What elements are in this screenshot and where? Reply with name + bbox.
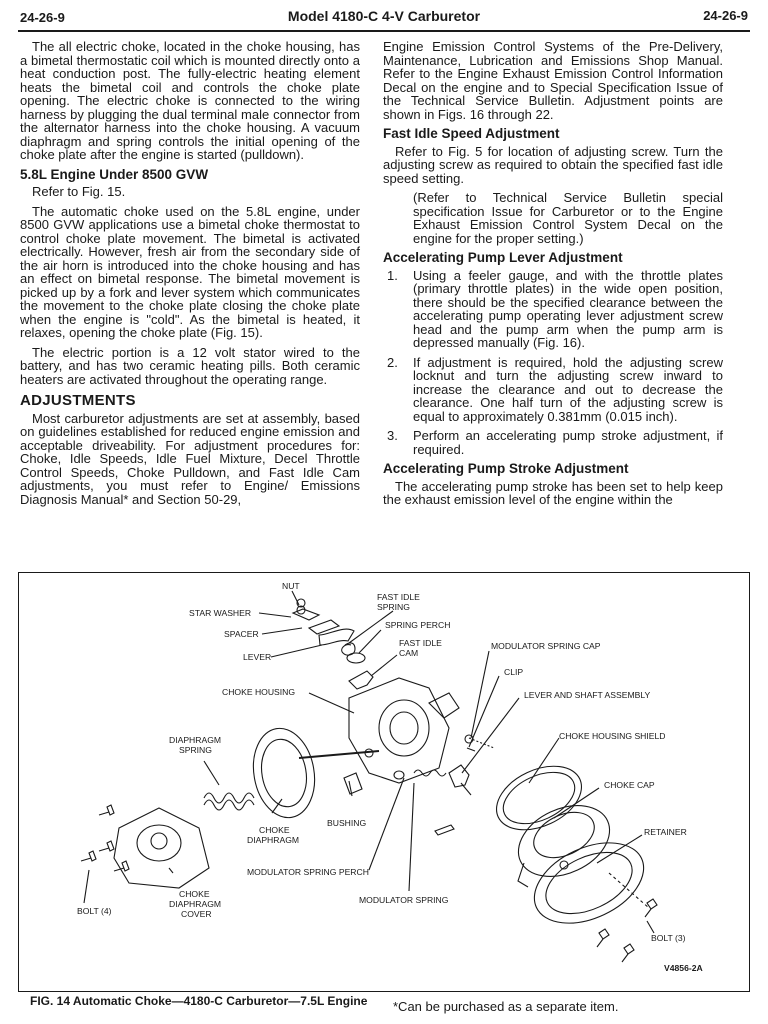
pump-stroke-paragraph: The accelerating pump stroke has been set to help keep the exhaust emission level of the engine within the — [383, 478, 723, 507]
label-choke-housing-shield: CHOKE HOUSING SHIELD — [559, 731, 666, 741]
fast-idle-heading: Fast Idle Speed Adjustment — [383, 126, 560, 141]
label-choke-diaphragm-1: CHOKE — [259, 825, 290, 835]
label-fast-idle-spring-1: FAST IDLE — [377, 592, 420, 602]
fast-idle-paragraph: Refer to Fig. 5 for location of adjusting screw. Turn the adjusting screw as required to obtain the specified fast idle speed setting. — [383, 143, 723, 186]
adjustments-paragraph: Most carburetor adjustments are set at assembly, based on guidelines established for reduced engine emission and acceptable driveability. For adjustment procedures for: Choke, Idle Speeds, Idle Fuel Mixture, Decel Throttle Control Speeds, Choke Pulldown, and Fast Idle Cam adjustments, you must refer to Engine/ Emissions Diagnosis Manual* and Section 50-29, — [20, 410, 360, 507]
label-lever: LEVER — [243, 652, 272, 662]
label-fast-idle-cam-2: CAM — [399, 648, 419, 658]
adjustments-heading: ADJUSTMENTS — [20, 392, 136, 409]
label-diaphragm-spring-1: DIAPHRAGM — [169, 735, 222, 745]
exploded-view-figure — [18, 572, 750, 992]
engine-heading: 5.8L Engine Under 8500 GVW — [20, 166, 209, 182]
label-retainer: RETAINER — [644, 827, 687, 837]
figure-code: V4856-2A — [664, 963, 703, 973]
choke-exploded-diagram — [19, 573, 749, 991]
label-star-washer: STAR WASHER — [189, 608, 252, 618]
choke-intro-paragraph: The all electric choke, located in the choke housing, has a bimetal thermostatic coil which is mounted directly onto a heat conduction post. The fully-electric heating element heats the bimetal coil and controls the choke plate opening. The electric choke is connected to the wiring harness by plugging the dual terminal male connector from the alternator harness into the choke housing. A vacuum diaphragm and spring controls the initial opening of the choke plate after the engine is started (pulldown). — [20, 39, 360, 162]
label-bolt-3: BOLT (3) — [651, 933, 686, 943]
step-number: 2. — [387, 354, 398, 370]
label-fast-idle-spring-2: SPRING — [377, 602, 410, 612]
page-number-right: 24-26-9 — [703, 8, 748, 23]
label-choke-cap: CHOKE CAP — [604, 780, 655, 790]
header-rule — [18, 30, 750, 32]
label-bushing: BUSHING — [327, 818, 367, 828]
right-column — [383, 40, 723, 513]
pump-lever-steps — [383, 269, 723, 457]
pump-stroke-heading: Accelerating Pump Stroke Adjustment — [383, 461, 629, 476]
label-spacer: SPACER — [224, 629, 259, 639]
label-modulator-spring-cap: MODULATOR SPRING CAP — [491, 641, 601, 651]
page-header — [20, 8, 748, 28]
page-title: Model 4180-C 4-V Carburetor — [287, 8, 481, 24]
label-lever-shaft-assembly: LEVER AND SHAFT ASSEMBLY — [524, 690, 651, 700]
label-choke-diaphragm-2: DIAPHRAGM — [247, 835, 300, 845]
emission-paragraph: Engine Emission Control Systems of the Pre-Delivery, Maintenance, Lubrication and Emissions Shop Manual. Refer to the Engine Exhaust Emission Control Information Decal on the engine and to Special Specification Issue of the Technical Service Bulletin. Adjustment points are shown in Figs. 16 through 22. — [383, 39, 723, 122]
label-cover-2: DIAPHRAGM — [169, 899, 222, 909]
bimetal-paragraph: The automatic choke used on the 5.8L engine, under 8500 GVW applications use a bimetal choke thermostat to control choke plate movement. The bimetal is activated electrically. However, fresh air from the secondary side of the air horn is introduced into the choke housing and has an effect on bimetal response. The bimetal movement is picked up by a fork and lever system which communicates the movement to the choke plate closing the choke plate when the engine is "cold". As the bimetal is heated, it relaxes, opening the choke plate (Fig. 15). — [20, 203, 360, 340]
label-cover-3: COVER — [181, 909, 212, 919]
left-column — [20, 40, 360, 512]
figure-caption: FIG. 14 Automatic Choke—4180-C Carburetor—7.5L Engine — [30, 994, 368, 1008]
step-text: If adjustment is required, hold the adjusting screw locknut and turn the adjusting screw inward to increase the clearance and out to decrease the clearance. One half turn of the adjusting screw is equal to approximately 0.381mm (0.015 inch). — [413, 354, 723, 424]
list-item — [383, 356, 723, 424]
diagram-labels — [77, 581, 703, 973]
label-clip: CLIP — [504, 667, 524, 677]
label-nut: NUT — [282, 581, 300, 591]
label-diaphragm-spring-2: SPRING — [179, 745, 212, 755]
label-choke-housing: CHOKE HOUSING — [222, 687, 296, 697]
step-number: 3. — [387, 428, 398, 443]
fast-idle-note: (Refer to Technical Service Bulletin special specification Issue for Carburetor or to the Engine Exhaust Emission Control System Decal on the engine for the proper setting.) — [413, 190, 723, 246]
list-item — [383, 269, 723, 350]
label-modulator-spring: MODULATOR SPRING — [359, 895, 449, 905]
refer-fig-paragraph: Refer to Fig. 15. — [32, 184, 126, 199]
pump-lever-heading: Accelerating Pump Lever Adjustment — [383, 250, 623, 265]
footnote: *Can be purchased as a separate item. — [393, 999, 619, 1014]
label-fast-idle-cam-1: FAST IDLE — [399, 638, 442, 648]
step-number: 1. — [387, 267, 398, 283]
page-number-left: 24-26-9 — [20, 10, 65, 25]
step-text: Perform an accelerating pump stroke adjustment, if required. — [413, 428, 723, 457]
label-spring-perch: SPRING PERCH — [385, 620, 451, 630]
list-item — [383, 429, 723, 456]
label-bolt-4: BOLT (4) — [77, 906, 112, 916]
step-text: Using a feeler gauge, and with the throttle plates (primary throttle plates) in the wide open position, there should be the specified clearance between the accelerating pump operating lever adjustment screw head and the pump arm when the pump arm is depressed manually (Fig. 16). — [413, 267, 723, 350]
label-cover-1: CHOKE — [179, 889, 210, 899]
label-modulator-spring-perch: MODULATOR SPRING PERCH — [247, 867, 369, 877]
electric-portion-paragraph: The electric portion is a 12 volt stator wired to the battery, and has two ceramic heating pills. Both ceramic heaters are activated throughout the operating range. — [20, 344, 360, 387]
